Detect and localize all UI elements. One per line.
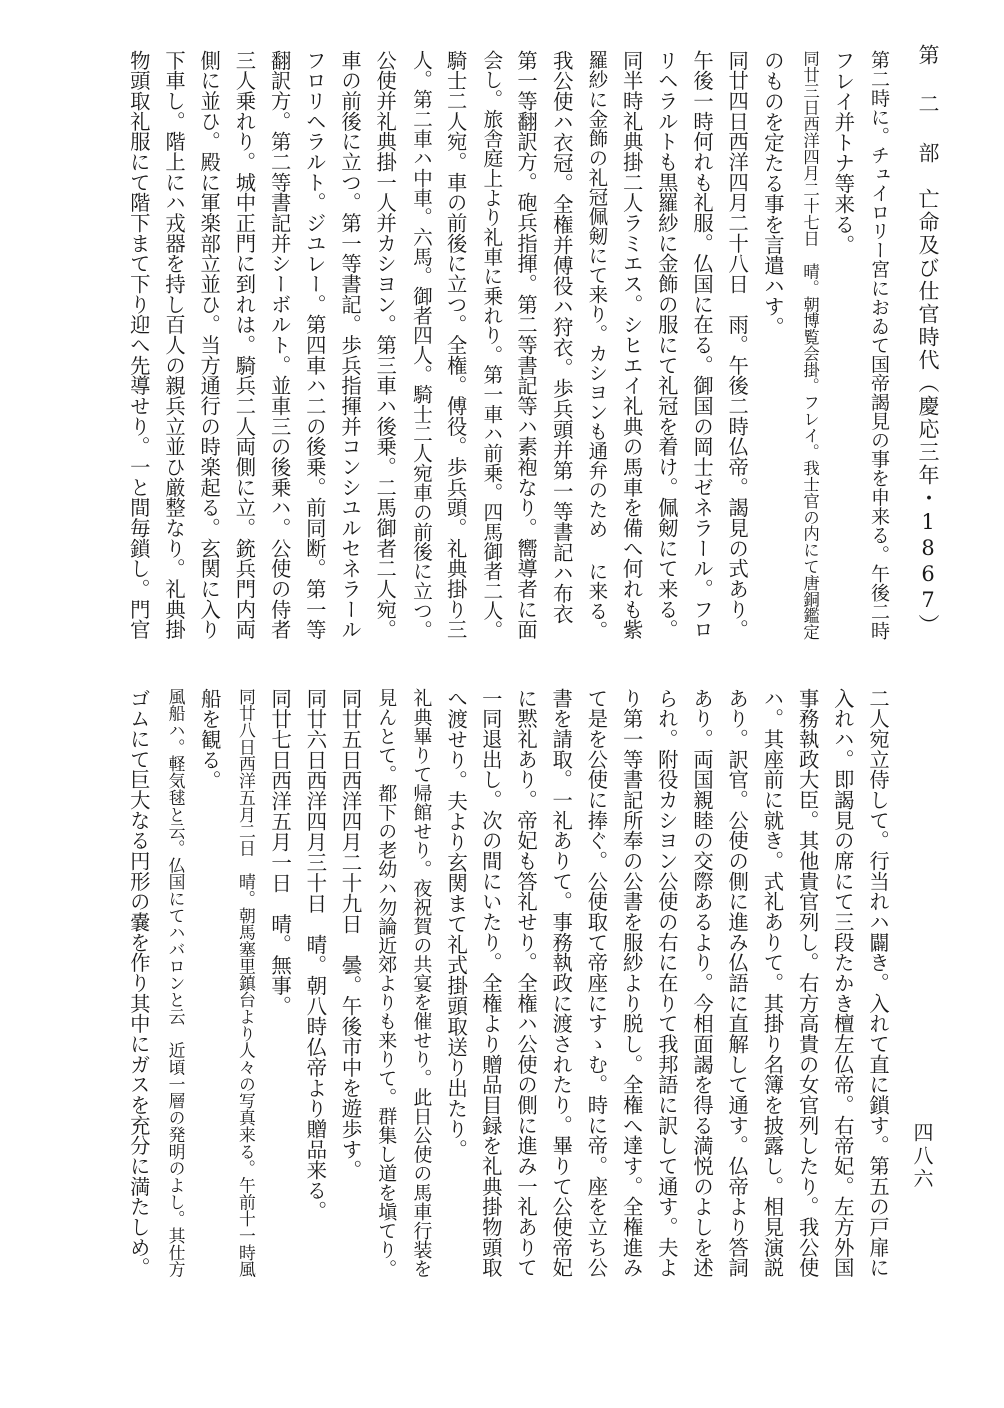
text-column: 同半時礼典掛二人ラミエス。シヒエイ礼典の馬車を備へ何れも紫 [619, 50, 644, 640]
running-header: 第 二 部 亡命及び仕官時代（慶応三年・1867） [916, 44, 940, 637]
text-column: 側に並ひ。殿に軍楽部立並ひ。当方通行の時楽起る。玄関に入り [197, 50, 222, 640]
text-column: 同廿四日西洋四月二十八日 雨。午後二時仏帝。謁見の式あり。 [725, 50, 750, 640]
text-column: 会し。旅舎庭上より礼車に乗れり。第一車ハ前乗。四馬御者二人。 [479, 50, 503, 641]
text-column: 見んとて。都下の老幼ハ勿論近郊よりも来りて。群集し道を塡てり。 [375, 688, 398, 1278]
text-column: 船を観る。 [197, 688, 222, 791]
text-column: ゴムにて巨大なる円形の嚢を作り其中にガスを充分に満たしめ。 [126, 688, 151, 1278]
text-column: ハ。其座前に就き。式礼ありて。其掛り名簿を披露し。相見演説 [760, 688, 785, 1278]
text-column: 物頭取礼服にて階下まて下り迎へ先導せり。一と間毎鎖し。門官 [126, 50, 151, 640]
text-column: 風船ハ。軽気毬と云。仏国にてハバロンと云 近頃一層の発明のよし。其仕方 [166, 688, 186, 1278]
text-column: 事務執政大臣。其他貴官列し。右方高貴の女官列したり。我公使 [795, 688, 820, 1278]
text-column: 同廿五日西洋四月二十九日 曇。午後市中を遊歩す。 [338, 688, 362, 1180]
text-column: 一同退出し。次の間にいたり。全権より贈品目録を礼典掛物頭取 [478, 688, 503, 1278]
text-column: 書を請取。一礼ありて。事務執政に渡されたり。畢りて公使帝妃 [549, 688, 574, 1278]
text-column: リヘラルトも黒羅紗に金飾の服にて礼冠を着け。佩剱にて来る。 [654, 50, 679, 640]
text-column: 翻訳方。第二等書記并シーボルト。並車三の後乗ハ。公使の侍者 [267, 50, 292, 640]
text-column: て是を公使に捧ぐ。公使取て帝座にすゝむ。時に帝。座を立ち公 [584, 688, 609, 1278]
text-column: 下車し。階上にハ戎器を持し百人の親兵立並ひ厳整なり。礼典掛 [162, 50, 186, 640]
text-column: られ。附役カシヨン公使の右に在りて我邦語に訳して通す。夫よ [654, 688, 679, 1278]
text-column: 同廿六日西洋四月三十日 晴。朝八時仏帝より贈品来る。 [302, 688, 327, 1221]
text-column: 午後一時何れも礼服。仏国に在る。御国の岡士ゼネラール。フロ [690, 50, 714, 640]
text-column: へ渡せり。夫より玄関まて礼式掛頭取送り出たり。 [443, 688, 468, 1160]
text-column: 入れハ。即謁見の席にて三段たかき檀左仏帝。右帝妃。左方外国 [830, 688, 855, 1278]
text-column: フロリヘラルト。ジユレー。第四車ハ二の後乗。前同断。第一等 [302, 50, 327, 640]
text-column: 二人宛立侍して。行当れハ闢き。入れて直に鎖す。第五の戸扉に [866, 688, 890, 1278]
text-column: 人。第二車ハ中車。六馬。御者四人。騎士二人宛車の前後に立つ。 [409, 50, 433, 641]
text-column: 車の前後に立つ。第一等書記。歩兵指揮并コンシユルセネラール [338, 50, 362, 640]
text-column: 我公使ハ衣冠。全権并傅役ハ狩衣。歩兵頭并第一等書記ハ布衣 [549, 50, 574, 624]
text-column: 同廿八日西洋五月二日 晴。朝馬塞里鎮台より人々の写真来る。午前十一時風 [236, 688, 257, 1278]
text-column: フレイ并トナ等来る。 [830, 50, 855, 255]
text-column: 礼典畢りて帰館せり。夜祝賀の共宴を催せり。此日公使の馬車行装を [410, 688, 433, 1278]
text-column: 三人乗れり。城中正門に到れは。騎兵二人両側に立。銃兵門内両 [232, 50, 257, 640]
text-column: 第二時に。チュイロリー宮におゐて国帝謁見の事を申来る。午後二時 [868, 50, 890, 640]
text-column: 羅紗に金飾の礼冠佩剱にて来り。カシヨンも通弁のため に来る。 [585, 50, 609, 640]
text-column: 同廿三日西洋四月二十七日 晴。朝博覧会掛。フレイ。我士官の内にて唐銅鑑定 [800, 50, 820, 641]
text-column: のものを定たる事を言遣ハす。 [760, 50, 785, 337]
text-column: り第一等書記所奉の公書を服紗より脱し。全権へ達す。全権進み [619, 688, 644, 1278]
text-column: 第一等翻訳方。砲兵指揮。第二等書記等ハ素袍なり。嚮導者に面 [514, 50, 538, 640]
text-column: あり。両国親睦の交際あるより。今相面謁を得る満悦のよしを述 [690, 688, 714, 1278]
text-column: 騎士二人宛。車の前後に立つ。全権。傅役。歩兵頭。礼典掛り三 [443, 50, 468, 640]
text-column: 同廿七日西洋五月一日 晴。無事。 [267, 688, 292, 1016]
text-column: 公使并礼典掛一人并カシヨン。第三車ハ後乗。二馬御者二人宛。 [373, 50, 398, 640]
page-number: 四八六 [910, 1122, 934, 1191]
text-column: に黙礼あり。帝妃も答礼せり。全権ハ公使の側に進み一礼ありて [514, 688, 538, 1278]
text-column: あり。訳官。公使の側に進み仏語に直解して通す。仏帝より答詞 [725, 688, 750, 1278]
